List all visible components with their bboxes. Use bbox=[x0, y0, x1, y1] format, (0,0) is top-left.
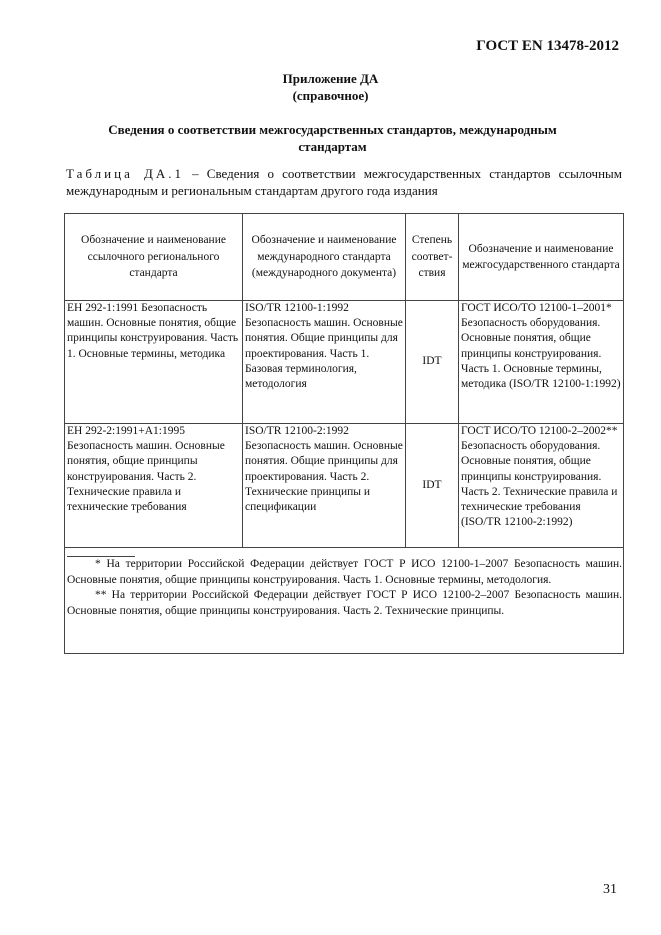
footnotes-cell bbox=[65, 548, 624, 654]
footnote-1: * На территории Российской Федерации действует ГОСТ Р ИСО 12100-1–2007 Безопасность машин. Основные понятия, общие принципы конструирования. Часть 1. Основные термины, методология. bbox=[67, 558, 622, 586]
cell-regional: ЕН 292-1:1991 Безопасность машин. Основные понятия, общие принципы конструирования. Часть 1. Основные термины, методика bbox=[65, 301, 243, 424]
header-degree: Степень соответ-ствия bbox=[406, 214, 459, 301]
cell-international: ISO/TR 12100-1:1992 Безопасность машин. Основные понятия. Общие принципы для проектирования. Часть 1. Базовая терминология, методология bbox=[243, 301, 406, 424]
table-caption bbox=[66, 165, 622, 199]
header-international: Обозначение и наименование международного стандарта (международного документа) bbox=[243, 214, 406, 301]
table-caption-label: Таблица ДА.1 bbox=[66, 166, 184, 181]
cell-degree: IDT bbox=[406, 424, 459, 548]
header-interstate: Обозначение и наименование межгосударственного стандарта bbox=[459, 214, 624, 301]
page-number: 31 bbox=[603, 882, 617, 897]
cell-international: ISO/TR 12100-2:1992 Безопасность машин. Основные понятия. Общие принципы для проектирования. Часть 2. Технические принципы и спецификации bbox=[243, 424, 406, 548]
appendix-heading bbox=[0, 70, 661, 104]
correspondence-table bbox=[64, 213, 624, 654]
table-row bbox=[65, 424, 624, 548]
header-regional: Обозначение и наименование ссылочного регионального стандарта bbox=[65, 214, 243, 301]
appendix-type: (справочное) bbox=[292, 88, 369, 103]
footnote-row bbox=[65, 548, 624, 654]
cell-regional: ЕН 292-2:1991+A1:1995 Безопасность машин. Основные понятия, общие принципы конструирования. Часть 2. Технические правила и технические требования bbox=[65, 424, 243, 548]
cell-interstate: ГОСТ ИСО/ТО 12100-1–2001* Безопасность оборудования. Основные понятия, общие принципы конструирования. Часть 1. Основные термины, методика (ISO/TR 12100-1:1992) bbox=[459, 301, 624, 424]
appendix-title: Приложение ДА bbox=[282, 71, 379, 86]
table-caption-text: – Сведения о соответствии межгосударственных стандартов ссылочным международным и региональным стандартам другого года издания bbox=[66, 166, 622, 198]
cell-interstate: ГОСТ ИСО/ТО 12100-2–2002** Безопасность оборудования. Основные понятия, общие принципы конструирования. Часть 2. Технические правила и технические требования (ISO/TR 12100-2:1992) bbox=[459, 424, 624, 548]
footnote-2: ** На территории Российской Федерации действует ГОСТ Р ИСО 12100-2–2007 Безопасность машин. Основные понятия, общие принципы конструирования. Часть 2. Технические принципы. bbox=[67, 589, 622, 617]
standard-designation: ГОСТ EN 13478-2012 bbox=[476, 38, 619, 54]
cell-degree: IDT bbox=[406, 301, 459, 424]
table-row bbox=[65, 301, 624, 424]
table-header-row bbox=[65, 214, 624, 301]
section-subtitle: Сведения о соответствии межгосударственных стандартов, международным стандартам bbox=[108, 122, 557, 154]
